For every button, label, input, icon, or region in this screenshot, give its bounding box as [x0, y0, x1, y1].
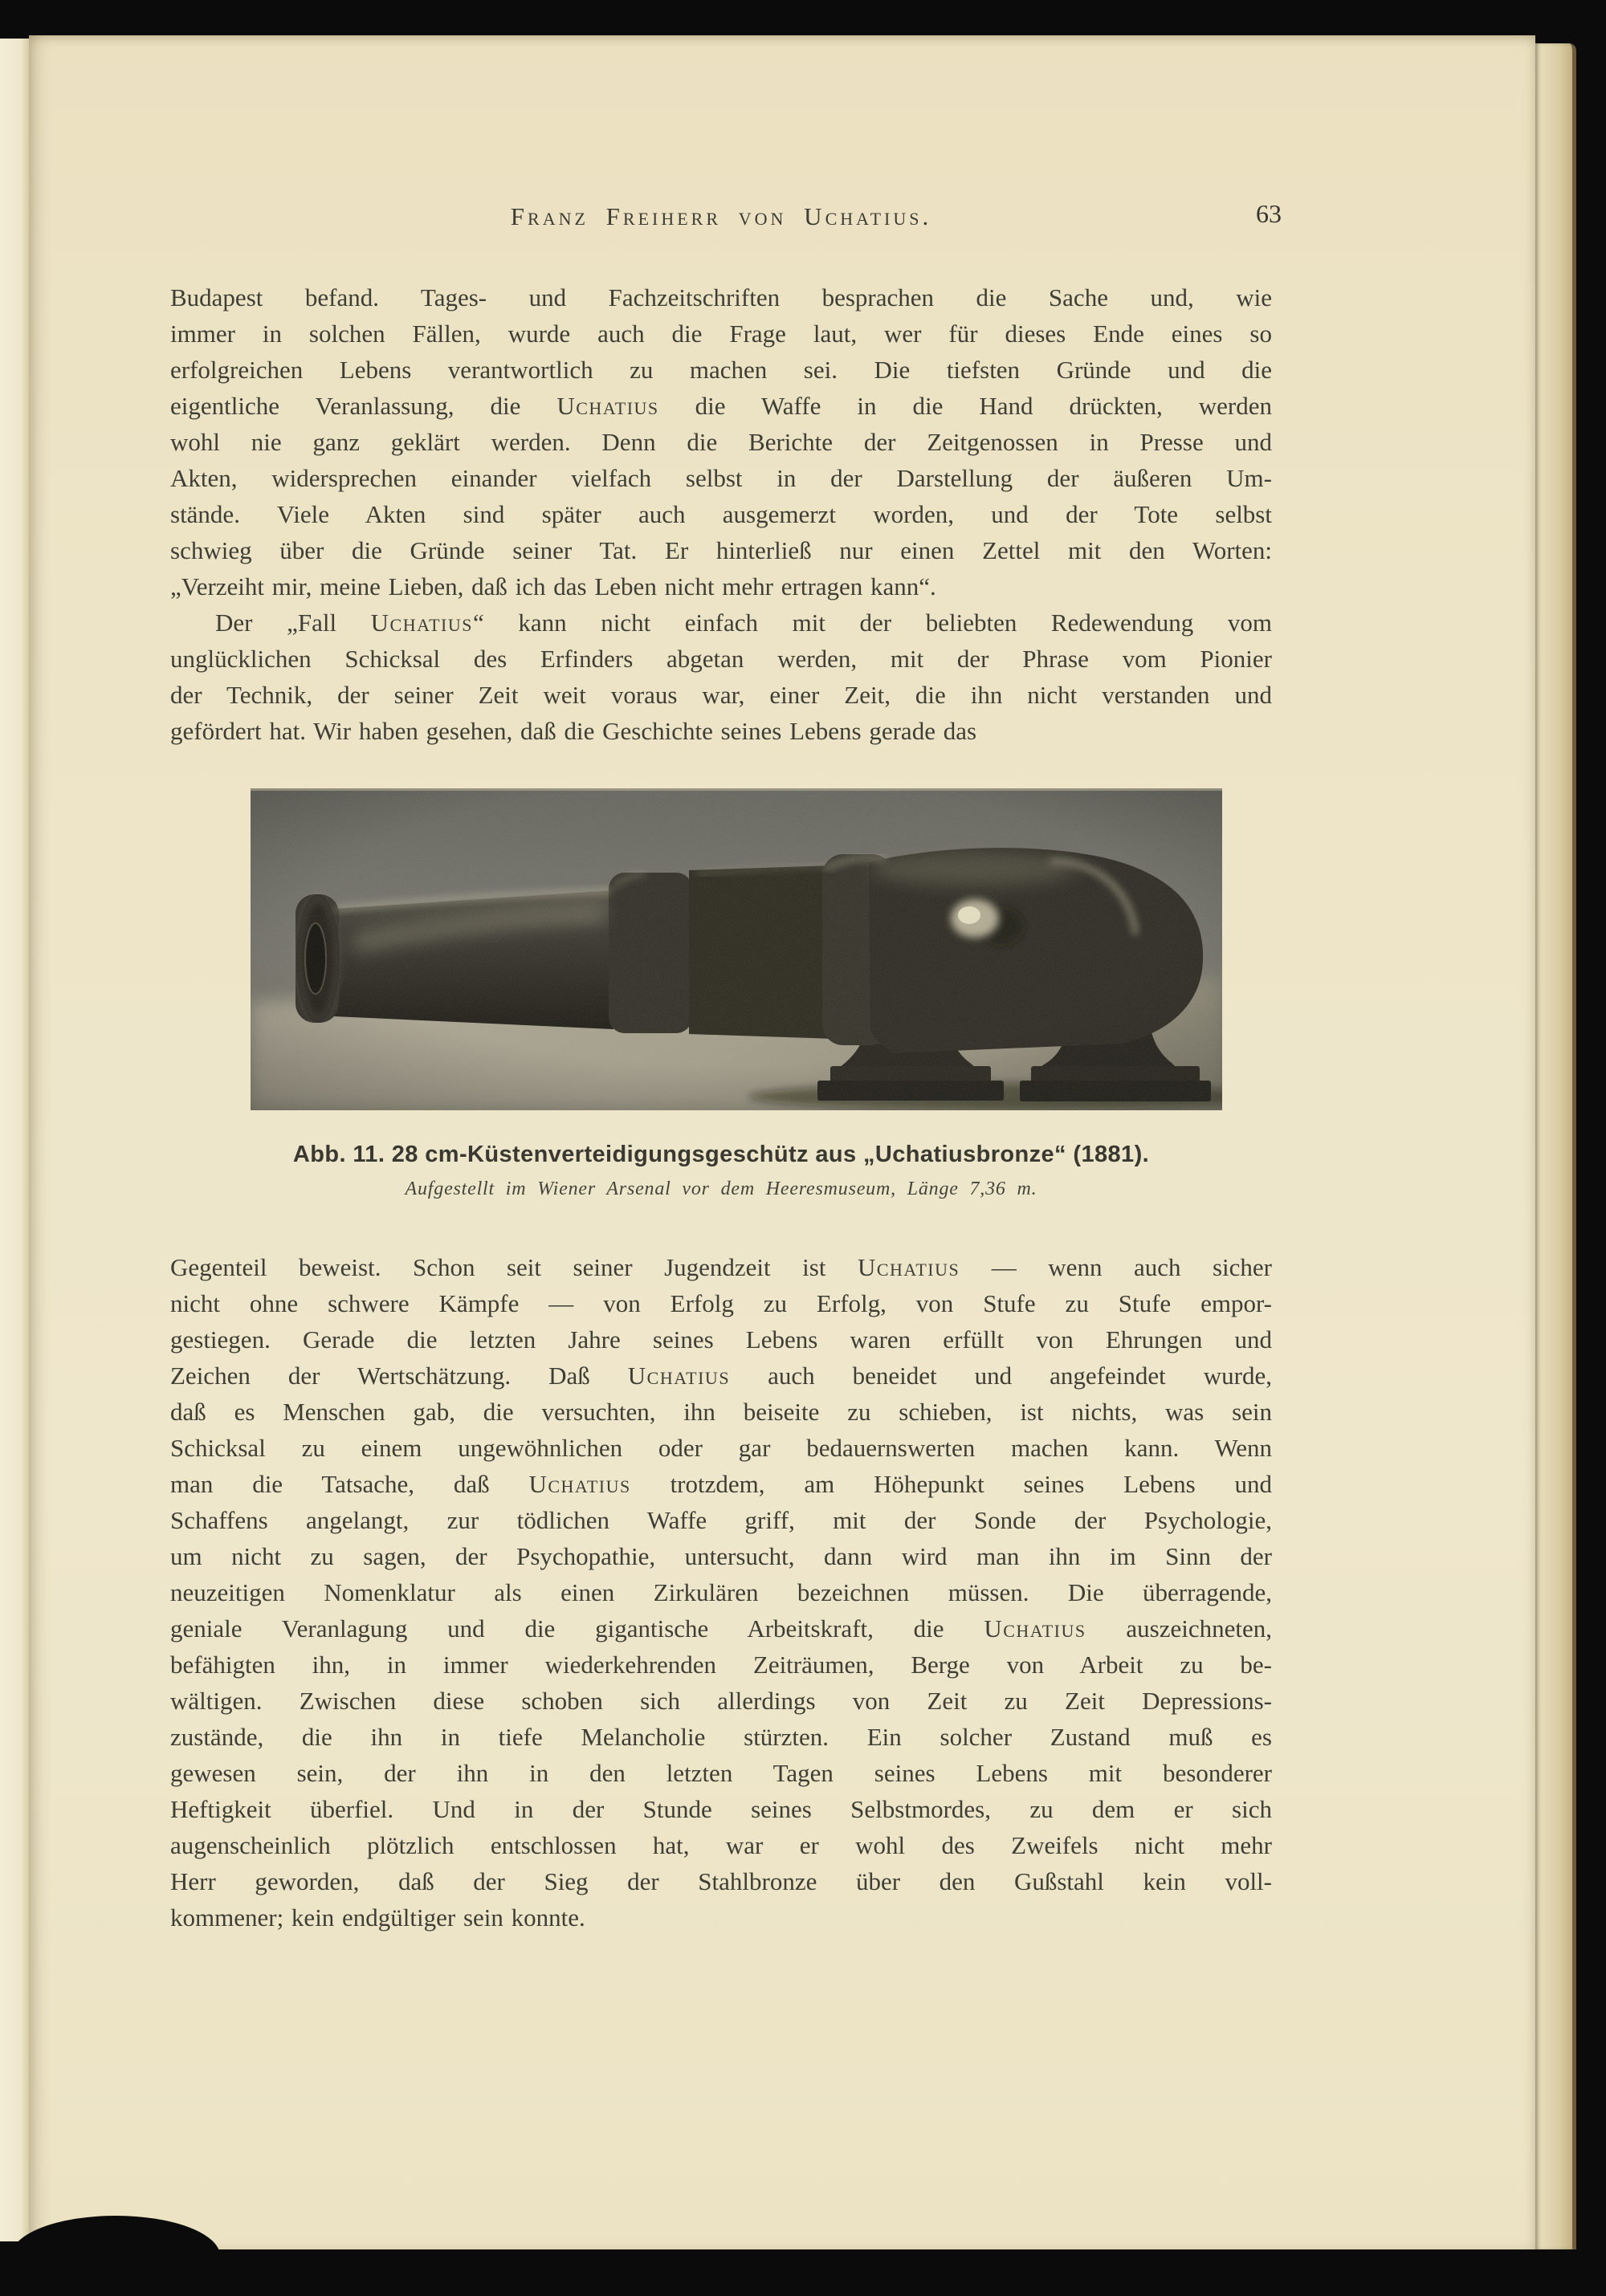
text-line: gefördert hat. Wir haben gesehen, daß die Geschichte seines Lebens gerade das: [170, 717, 977, 745]
text-line: man die Tatsache, daß Uchatius trotzdem, am Höhepunkt seines Lebens und: [170, 1470, 1272, 1498]
small-caps-name: Uchatius: [627, 1362, 731, 1390]
figure-subcaption: Aufgestellt im Wiener Arsenal vor dem Heeresmuseum, Länge 7,36 m.: [405, 1179, 1037, 1199]
text-line: schwieg über die Gründe seiner Tat. Er hinterließ nur einen Zettel mit den Worten:: [170, 536, 1272, 564]
body-text-bottom: [170, 1249, 1272, 1936]
text-line: nicht ohne schwere Kämpfe — von Erfolg zu Erfolg, von Stufe zu Stufe empor-: [170, 1289, 1272, 1317]
photo-grain: [251, 788, 1222, 1110]
paragraph: [170, 1249, 1272, 1936]
text-line: gestiegen. Gerade die letzten Jahre seines Lebens waren erfüllt von Ehrungen und: [170, 1325, 1272, 1354]
text-line: Budapest befand. Tages- und Fachzeitschriften besprachen die Sache und, wie: [170, 283, 1272, 311]
page-number: 63: [1256, 199, 1282, 228]
text-line: zustände, die ihn in tiefe Melancholie stürzten. Ein solcher Zustand muß es: [170, 1723, 1272, 1751]
text-line: Zeichen der Wertschätzung. Daß Uchatius auch beneidet und angefeindet wurde,: [170, 1362, 1272, 1390]
text-line: daß es Menschen gab, die versuchten, ihn beiseite zu schieben, ist nichts, was sein: [170, 1398, 1272, 1426]
gutter-shadow: [11, 2216, 220, 2296]
text-line: Gegenteil beweist. Schon seit seiner Jugendzeit ist Uchatius — wenn auch sicher: [170, 1253, 1272, 1281]
text-line: kommener; kein endgültiger sein konnte.: [170, 1903, 585, 1932]
small-caps-name: Uchatius: [984, 1614, 1086, 1643]
text-line: der Technik, der seiner Zeit weit voraus war, einer Zeit, die ihn nicht verstanden und: [170, 681, 1272, 709]
small-caps-name: Uchatius: [556, 392, 659, 420]
text-line: wohl nie ganz geklärt werden. Denn die Berichte der Zeitgenossen in Presse und: [170, 428, 1272, 456]
figure-caption: Abb. 11. 28 cm-Küstenverteidigungsgeschütz aus „Uchatiusbronze“ (1881).: [292, 1142, 1150, 1167]
text-line: immer in solchen Fällen, wurde auch die Frage laut, wer für dieses Ende eines so: [170, 320, 1272, 348]
text-line: um nicht zu sagen, der Psychopathie, untersucht, dann wird man ihn im Sinn der: [170, 1542, 1272, 1570]
running-head-title: Franz Freiherr von Uchatius.: [510, 202, 932, 230]
small-caps-name: Uchatius: [370, 609, 473, 637]
page-stack-edge: [1535, 43, 1576, 2249]
text-line: erfolgreichen Lebens verantwortlich zu machen sei. Die tiefsten Gründe und die: [170, 356, 1272, 384]
text-line: Schicksal zu einem ungewöhnlichen oder gar bedauernswerten machen kann. Wenn: [170, 1434, 1272, 1462]
text-line: befähigten ihn, in immer wiederkehrenden Zeiträumen, Berge von Arbeit zu be-: [170, 1651, 1272, 1679]
text-line: wältigen. Zwischen diese schoben sich allerdings von Zeit zu Zeit Depressions-: [170, 1687, 1272, 1715]
text-line: Schaffens angelangt, zur tödlichen Waffe griff, mit der Sonde der Psychologie,: [170, 1506, 1272, 1534]
text-line: Der „Fall Uchatius“ kann nicht einfach mit der beliebten Redewendung vom: [215, 609, 1272, 637]
text-line: geniale Veranlagung und die gigantische Arbeitskraft, die Uchatius auszeichneten,: [170, 1614, 1272, 1643]
text-line: augenscheinlich plötzlich entschlossen hat, war er wohl des Zweifels nicht mehr: [170, 1831, 1272, 1859]
text-line: Herr geworden, daß der Sieg der Stahlbronze über den Gußstahl kein voll-: [170, 1867, 1272, 1895]
text-line: gewesen sein, der ihn in den letzten Tagen seines Lebens mit besonderer: [170, 1759, 1272, 1787]
text-line: unglücklichen Schicksal des Erfinders abgetan werden, mit der Phrase vom Pionier: [170, 645, 1272, 673]
paragraph: [170, 279, 1272, 605]
small-caps-name: Uchatius: [857, 1253, 960, 1281]
text-line: Akten, widersprechen einander vielfach selbst in der Darstellung der äußeren Um-: [170, 464, 1272, 492]
previous-page-edge: [0, 39, 31, 2241]
text-line: „Verzeiht mir, meine Lieben, daß ich das Leben nicht mehr ertragen kann“.: [170, 572, 936, 600]
small-caps-name: Uchatius: [528, 1470, 631, 1498]
cannon-photo-graphic: [251, 788, 1222, 1110]
body-text-top: [170, 279, 1272, 749]
text-line: neuzeitigen Nomenklatur als einen Zirkulären bezeichnen müssen. Die überragende,: [170, 1578, 1272, 1606]
text-line: eigentliche Veranlassung, die Uchatius die Waffe in die Hand drückten, werden: [170, 392, 1272, 420]
paragraph: [170, 605, 1272, 749]
text-line: stände. Viele Akten sind später auch ausgemerzt worden, und der Tote selbst: [170, 500, 1272, 528]
cannon-photo: [251, 788, 1222, 1110]
text-line: Heftigkeit überfiel. Und in der Stunde seines Selbstmordes, zu dem er sich: [170, 1795, 1272, 1823]
